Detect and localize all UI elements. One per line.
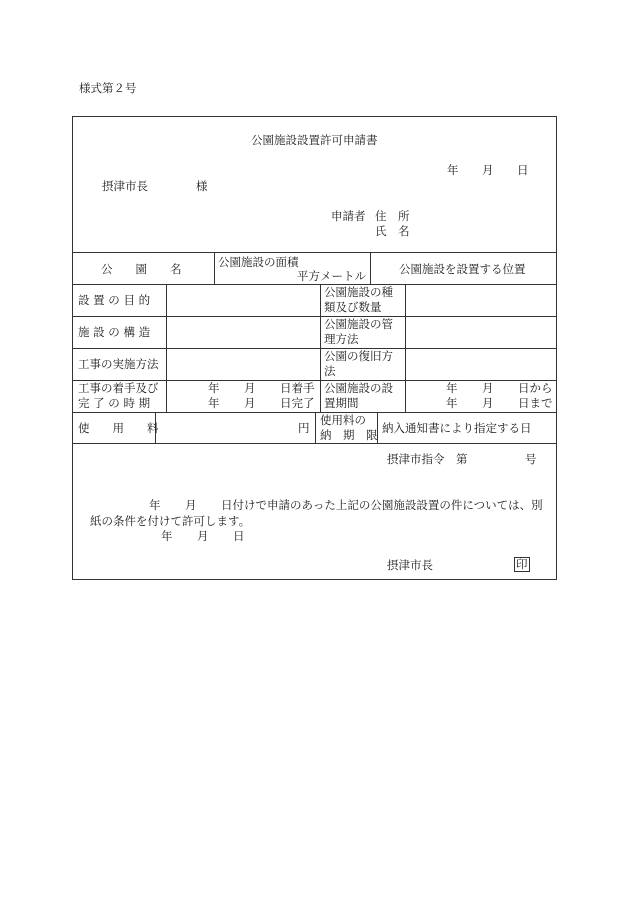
- approval-date-year: 年: [161, 529, 173, 543]
- approval-date-day: 日: [233, 529, 245, 543]
- deadline-label-2: 納 期 限: [320, 428, 378, 442]
- divider-row3: [73, 348, 556, 349]
- divider-v: [320, 284, 321, 412]
- divider-v: [166, 284, 167, 412]
- form-number: 様式第２号: [79, 81, 137, 95]
- structure-label: 施 設 の 構 造: [78, 325, 151, 339]
- approval-month: 月: [185, 498, 197, 512]
- area-label: 公園施設の面積: [218, 255, 299, 269]
- management-label-2: 理方法: [324, 332, 359, 346]
- divider-header: [73, 252, 556, 253]
- approval-text-1: 日付けで申請のあった上記の公園施設設置の件については、別: [221, 498, 543, 512]
- until-day: 日まで: [518, 396, 553, 410]
- address-label: 住 所: [375, 209, 410, 223]
- period-label-1: 工事の着手及び: [78, 381, 159, 395]
- end-month: 月: [244, 396, 256, 410]
- directive-number: 摂津市指令 第 号: [387, 452, 537, 466]
- addressee: 摂津市長: [102, 179, 148, 193]
- approval-text-2: 紙の条件を付けて許可します。: [90, 514, 251, 528]
- deadline-value: 納入通知書により指定する日: [382, 421, 532, 435]
- divider-row2: [73, 316, 556, 317]
- method-label: 工事の実施方法: [78, 357, 159, 371]
- from-year: 年: [446, 381, 458, 395]
- installation-period-label-2: 置期間: [324, 396, 359, 410]
- header-date-year: 年: [447, 163, 459, 177]
- end-year: 年: [208, 396, 220, 410]
- period-label-2: 完 了 の 時 期: [78, 396, 151, 410]
- form-title: 公園施設設置許可申請書: [251, 133, 378, 147]
- divider-v: [405, 284, 406, 412]
- from-day: 日から: [518, 381, 553, 395]
- addressee-honorific: 様: [196, 179, 208, 193]
- divider-v: [214, 252, 215, 284]
- approval-date-month: 月: [197, 529, 209, 543]
- facility-type-label-2: 類及び数量: [324, 300, 382, 314]
- approval-year: 年: [149, 498, 161, 512]
- start-year: 年: [208, 381, 220, 395]
- name-label: 氏 名: [375, 224, 410, 238]
- until-year: 年: [446, 396, 458, 410]
- divider-v: [315, 412, 316, 443]
- area-unit: 平方メートル: [297, 269, 366, 283]
- applicant-label: 申請者: [331, 209, 366, 223]
- purpose-label: 設 置 の 目 的: [78, 293, 151, 307]
- facility-type-label-1: 公園施設の種: [324, 285, 393, 299]
- from-month: 月: [482, 381, 494, 395]
- header-date-day: 日: [517, 163, 529, 177]
- application-form: [72, 116, 557, 580]
- divider-row1: [73, 284, 556, 285]
- divider-row6: [73, 443, 556, 444]
- deadline-label-1: 使用料の: [320, 413, 366, 427]
- park-name-label: 公 園 名: [101, 262, 182, 276]
- start-day: 日着手: [280, 381, 315, 395]
- signer: 摂津市長: [387, 558, 433, 572]
- restoration-label-1: 公園の復旧方: [324, 349, 393, 363]
- seal-mark: 印: [516, 557, 528, 571]
- start-month: 月: [244, 381, 256, 395]
- fee-label: 使 用 料: [78, 421, 159, 435]
- header-date-month: 月: [482, 163, 494, 177]
- until-month: 月: [482, 396, 494, 410]
- restoration-label-2: 法: [324, 364, 336, 378]
- location-label: 公園施設を設置する位置: [399, 262, 526, 276]
- installation-period-label-1: 公園施設の設: [324, 381, 393, 395]
- management-label-1: 公園施設の管: [324, 317, 393, 331]
- end-day: 日完了: [280, 396, 315, 410]
- divider-v: [370, 252, 371, 284]
- fee-unit: 円: [298, 421, 310, 435]
